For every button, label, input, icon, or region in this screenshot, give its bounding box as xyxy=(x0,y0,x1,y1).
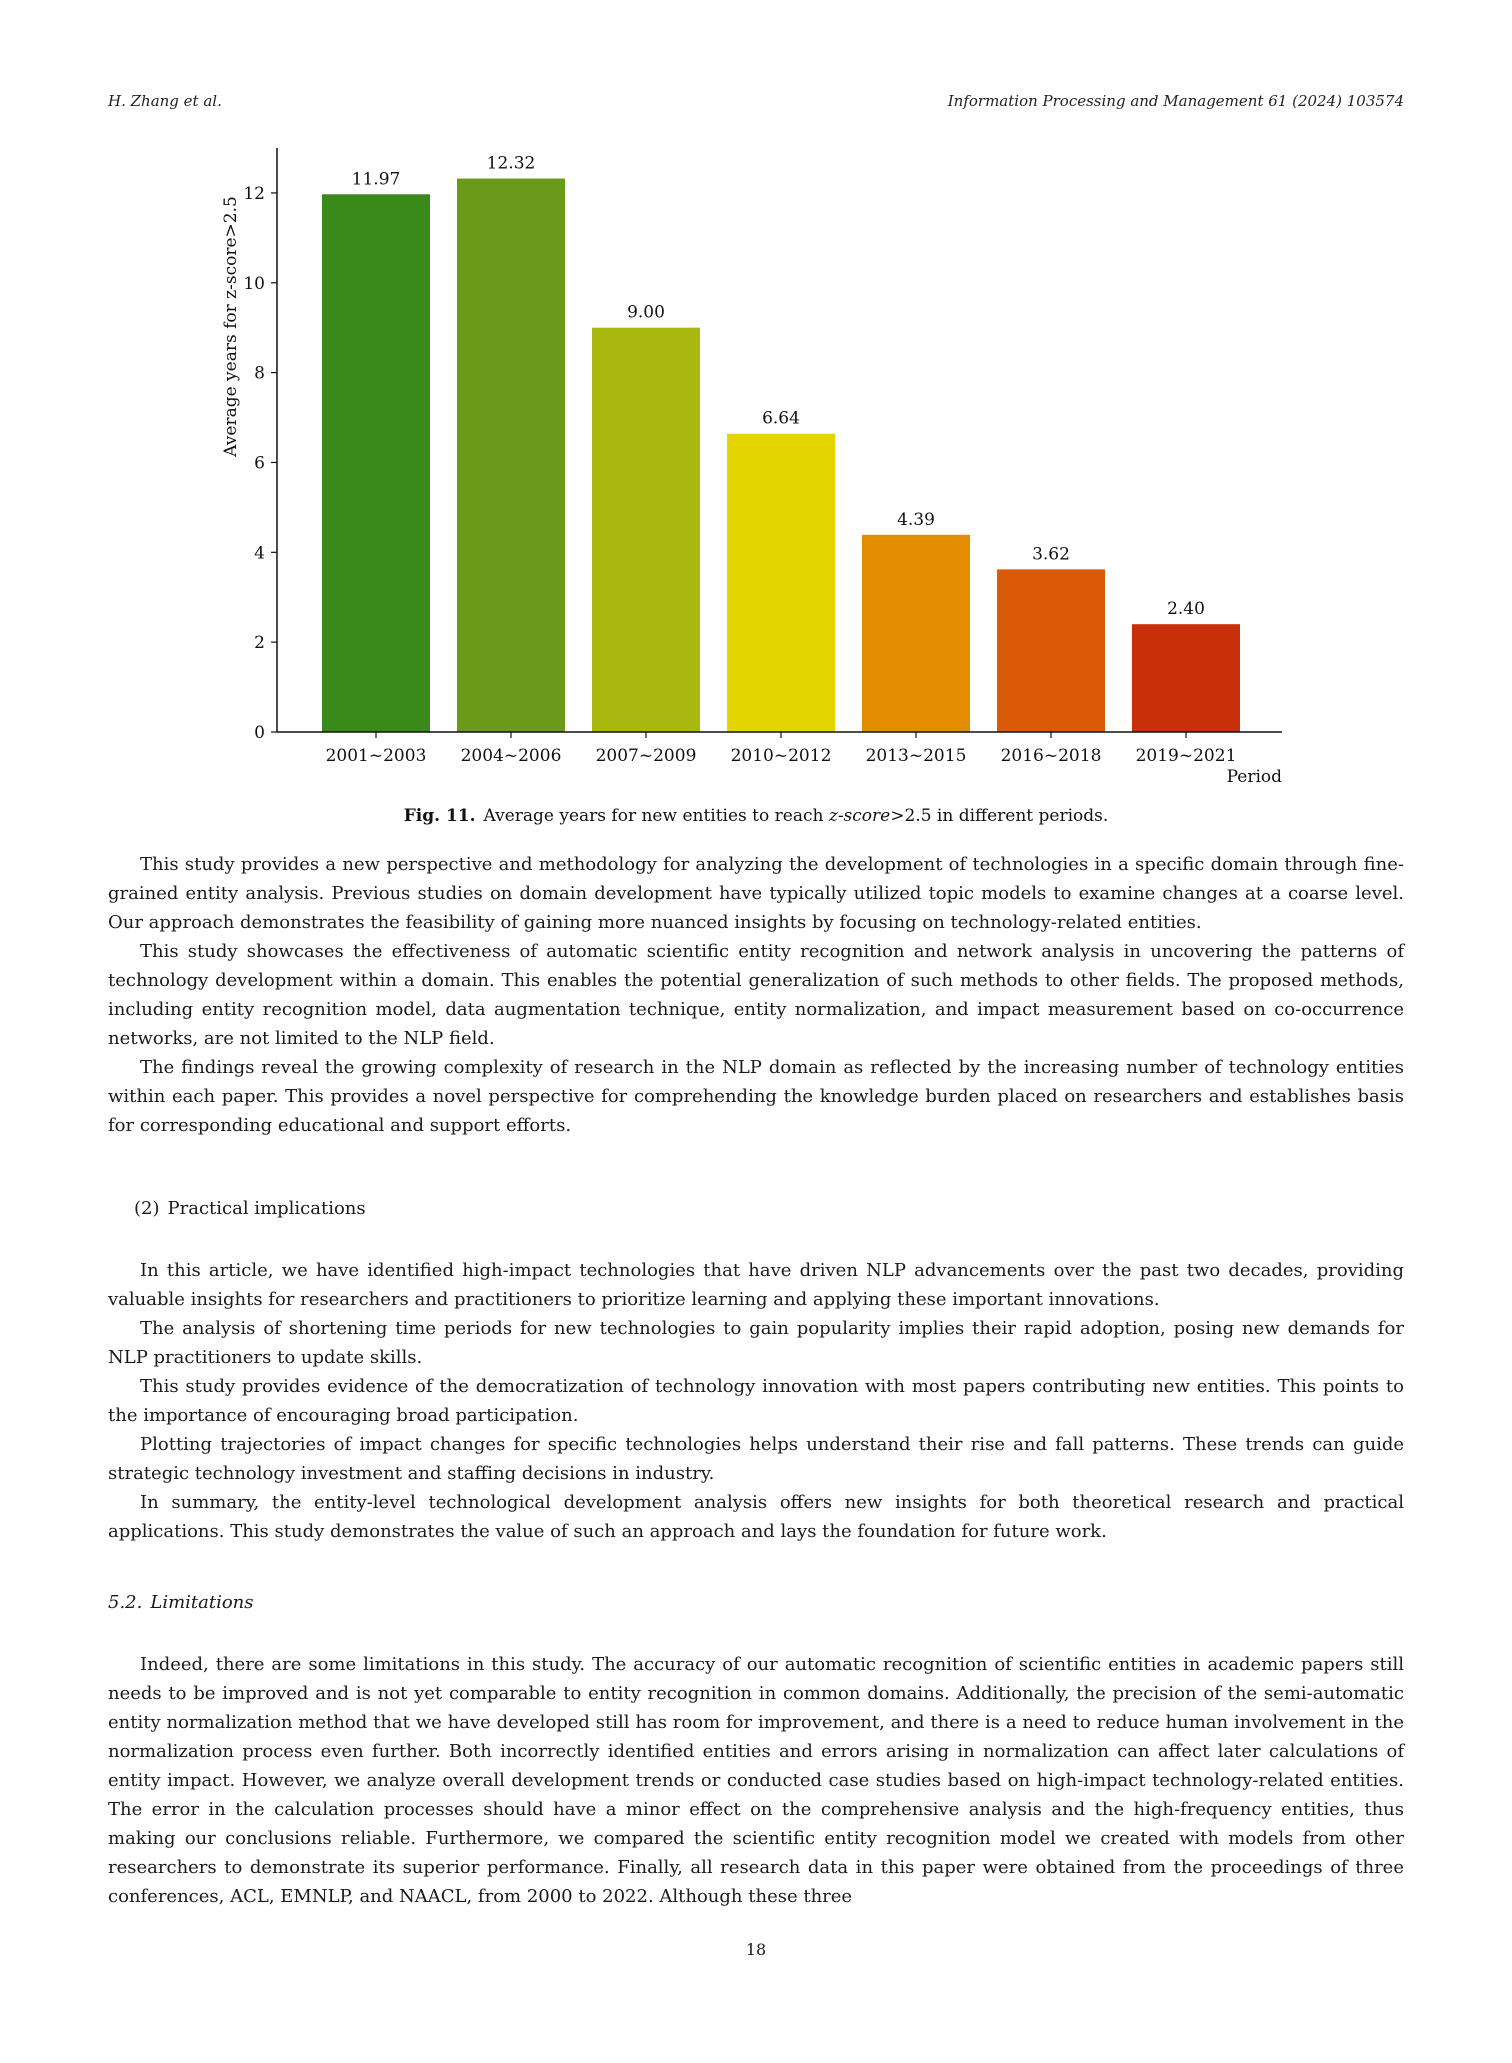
bars xyxy=(322,154,1240,732)
bar xyxy=(592,328,700,732)
bar-value-label: 11.97 xyxy=(351,169,401,190)
paragraph: In summary, the entity-level technological development analysis offers new insights for both theoretical research and practical applications. This study demonstrates the value of such an approach and lays the foundation for future work. xyxy=(108,1492,1404,1542)
caption-text-after: >2.5 in different periods. xyxy=(890,806,1109,826)
y-tick-label: 2 xyxy=(254,633,265,654)
y-tick-label: 6 xyxy=(254,453,265,474)
subheading-practical xyxy=(134,1198,366,1219)
bar xyxy=(457,179,565,732)
paragraph: This study provides a new perspective and methodology for analyzing the development of technologies in a specific domain through fine-grained entity analysis. Previous studies on domain development have typically utilized topic models to examine changes at a coarse level. Our approach demonstrates the feasibility of gaining more nuanced insights by focusing on technology-related entities. xyxy=(108,854,1404,933)
paragraph: The analysis of shortening time periods for new technologies to gain popularity implies their rapid adoption, posing new demands for NLP practitioners to update skills. xyxy=(108,1318,1404,1368)
paragraph: Plotting trajectories of impact changes for specific technologies helps understand their rise and fall patterns. These trends can guide strategic technology investment and staffing decisions in industry. xyxy=(108,1434,1404,1484)
y-axis-label: Average years for z-score>2.5 xyxy=(221,196,241,457)
bar xyxy=(997,569,1105,732)
x-tick-label: 2001~2003 xyxy=(325,746,427,766)
bar xyxy=(862,535,970,732)
page-number: 18 xyxy=(745,1940,767,1959)
bar-value-label: 2.40 xyxy=(1167,599,1205,620)
body-section-practical xyxy=(108,1256,1404,1546)
x-tick-label: 2019~2021 xyxy=(1135,746,1237,766)
paragraph: In this article, we have identified high-impact technologies that have driven NLP advancements over the past two decades, providing valuable insights for researchers and practitioners to prioritize learning and applying these important innovations. xyxy=(108,1260,1404,1310)
y-axis xyxy=(243,148,277,743)
x-axis-label: Period xyxy=(1226,767,1282,787)
paragraph: The findings reveal the growing complexity of research in the NLP domain as reflected by the increasing number of technology entities within each paper. This provides a novel perspective for comprehending the knowledge burden placed on researchers and establishes basis for corresponding educational and support efforts. xyxy=(108,1057,1404,1136)
subheading-title: Practical implications xyxy=(167,1198,366,1219)
figure-label: Fig. 11. xyxy=(403,806,476,826)
y-tick-label: 4 xyxy=(254,543,265,564)
paragraph: Indeed, there are some limitations in this study. The accuracy of our automatic recognition of scientific entities in academic papers still needs to be improved and is not yet comparable to entity recognition in common domains. Additionally, the precision of the semi-automatic entity normalization method that we have developed still has room for improvement, and there is a need to reduce human involvement in the normalization process even further. Both incorrectly identified entities and errors arising in normalization can affect later calculations of entity impact. However, we analyze overall development trends or conducted case studies based on high-impact technology-related entities. The error in the calculation processes should have a minor effect on the comprehensive analysis and the high-frequency entities, thus making our conclusions reliable. Furthermore, we compared the scientific entity recognition model we created with models from other researchers to demonstrate its superior performance. Finally, all research data in this paper were obtained from the proceedings of three conferences, ACL, EMNLP, and NAACL, from 2000 to 2022. Although these three xyxy=(108,1654,1404,1907)
bar-value-label: 4.39 xyxy=(897,509,935,530)
x-tick-label: 2010~2012 xyxy=(730,746,832,766)
bar-value-label: 9.00 xyxy=(627,302,665,323)
bar-value-label: 12.32 xyxy=(486,153,536,174)
subheading-number: (2) xyxy=(134,1198,160,1219)
section-number: 5.2. xyxy=(108,1592,143,1613)
bar-value-label: 3.62 xyxy=(1032,544,1070,565)
x-tick-label: 2007~2009 xyxy=(595,746,697,766)
running-head-authors: H. Zhang et al. xyxy=(108,92,222,110)
y-tick-label: 12 xyxy=(243,183,265,204)
y-tick-label: 0 xyxy=(254,723,265,743)
section-title: Limitations xyxy=(150,1592,254,1613)
bar xyxy=(322,194,430,732)
x-tick-label: 2016~2018 xyxy=(1000,746,1102,766)
bar xyxy=(727,434,835,732)
paragraph: This study showcases the effectiveness of automatic scientific entity recognition and network analysis in uncovering the patterns of technology development within a domain. This enables the potential generalization of such methods to other fields. The proposed methods, including entity recognition model, data augmentation technique, entity normalization, and impact measurement based on co-occurrence networks, are not limited to the NLP field. xyxy=(108,941,1404,1049)
x-tick-label: 2013~2015 xyxy=(865,746,967,766)
body-section-theoretical xyxy=(108,850,1404,1140)
y-tick-label: 10 xyxy=(243,273,265,294)
bar-value-label: 6.64 xyxy=(762,408,800,429)
running-head-journal: Information Processing and Management 61 (2024) 103574 xyxy=(947,92,1404,110)
figure-caption xyxy=(0,806,1512,826)
y-tick-label: 8 xyxy=(254,363,265,384)
section-heading xyxy=(108,1592,254,1613)
bar xyxy=(1132,624,1240,732)
caption-text-before: Average years for new entities to reach xyxy=(483,806,829,826)
body-section-limitations xyxy=(108,1650,1404,1911)
bar-chart xyxy=(0,0,1512,800)
x-tick-label: 2004~2006 xyxy=(460,746,562,766)
x-axis xyxy=(277,732,1282,766)
caption-text-italic: z-score xyxy=(828,806,891,826)
paragraph: This study provides evidence of the democratization of technology innovation with most papers contributing new entities. This points to the importance of encouraging broad participation. xyxy=(108,1376,1404,1426)
